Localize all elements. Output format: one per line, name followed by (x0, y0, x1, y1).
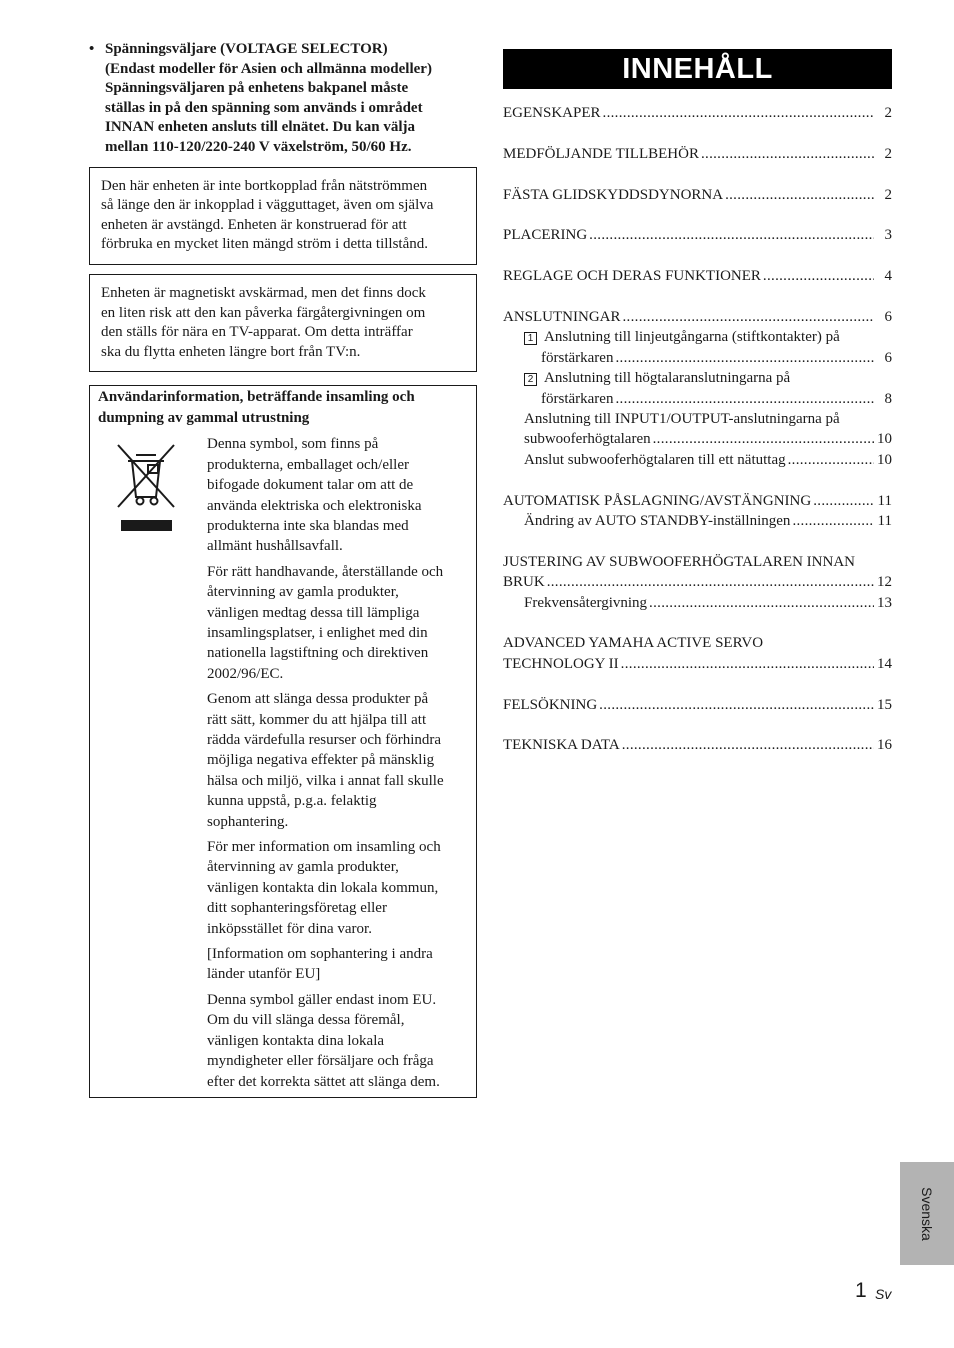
toc-title: INNEHÅLL (503, 49, 892, 89)
para-line: [Information om sophantering i andra (207, 946, 433, 963)
toc-dot-leader (623, 307, 875, 327)
step-number-box: 1 (524, 332, 537, 345)
toc-entry[interactable] (503, 429, 892, 449)
para-line: Om du vill slänga dessa föremål, (207, 1012, 405, 1029)
language-tab (900, 1162, 954, 1265)
toc-entry[interactable] (503, 695, 892, 715)
para-line: För mer information om insamling och (207, 839, 441, 856)
toc-entry-label: Anslutning till INPUT1/OUTPUT-anslutningarna på (524, 411, 840, 428)
toc-list (503, 103, 892, 756)
toc-entry[interactable] (503, 654, 892, 674)
disposal-info-box (89, 385, 477, 1098)
para-line: produkterna, emballaget och/eller (207, 456, 409, 473)
toc-entry-label: MEDFÖLJANDE TILLBEHÖR (503, 145, 699, 162)
toc-dot-leader (649, 593, 874, 613)
para-line: För rätt handhavande, återställande och (207, 563, 444, 580)
para-line: rätt sätt, kommer du att hjälpa till att (207, 711, 427, 728)
toc-entry[interactable] (503, 307, 892, 327)
toc-entry-text (524, 370, 790, 386)
toc-entry-label: ADVANCED YAMAHA ACTIVE SERVO (503, 635, 764, 652)
heading-line: Användarinformation, beträffande insamling och (98, 389, 415, 406)
toc-page-number: 6 (884, 308, 892, 325)
magnetic-shield-box (89, 274, 477, 372)
toc-group (503, 103, 892, 123)
toc-entry-text (503, 572, 545, 592)
toc-entry[interactable] (503, 552, 892, 572)
page-language-suffix: Sv (875, 1286, 892, 1302)
disposal-heading (98, 387, 415, 428)
toc-entry-label: TEKNISKA DATA (503, 737, 620, 754)
note-line: INNAN enheten ansluts till elnätet. Du kan välja (105, 119, 416, 136)
toc-entry-text (503, 554, 855, 570)
toc-entry-label: TECHNOLOGY II (503, 655, 619, 672)
para-line: efter det korrekta sättet att slänga dem. (207, 1073, 440, 1090)
para-line: ditt sophanteringsföretag eller (207, 900, 387, 917)
toc-entry[interactable] (503, 225, 892, 245)
toc-page-number: 2 (884, 105, 892, 121)
para-line: återvinning av gamla produkter, (207, 859, 399, 876)
toc-entry[interactable] (503, 409, 892, 429)
para-line: använda elektriska och elektroniska (207, 497, 422, 514)
language-tab-label: Svenska (919, 1186, 935, 1241)
toc-entry-label: FELSÖKNING (503, 696, 598, 713)
toc-entry-text (503, 144, 699, 164)
toc-dot-leader (788, 450, 874, 470)
toc-entry-label: Anslut subwooferhögtalaren till ett nätuttag (524, 451, 786, 468)
toc-entry-text (524, 429, 651, 449)
box-line: enheten är avstängd. Enheten är konstruerad för att (101, 216, 407, 233)
toc-entry-label: ANSLUTNINGAR (503, 308, 621, 325)
para-line: vänligen kontakta dina lokala (207, 1032, 385, 1049)
toc-entry-label: FÄSTA GLIDSKYDDSDYNORNA (503, 186, 724, 203)
disposal-body (207, 434, 444, 1097)
para-line: myndigheter eller försäljare och fråga (207, 1053, 434, 1070)
toc-entry-label: AUTOMATISK PÅSLAGNING/AVSTÄNGNING (503, 492, 812, 509)
disposal-paragraph (207, 944, 444, 985)
para-line: möjliga negativa effekter på mänsklig (207, 752, 435, 769)
para-line: länder utanför EU] (207, 966, 321, 983)
toc-entry-text (524, 411, 840, 427)
toc-entry-text (524, 511, 790, 531)
toc-group (503, 185, 892, 205)
note-line: ställas in på den spänning som används i området (105, 99, 423, 116)
para-line: inköpsstället för dina varor. (207, 920, 372, 937)
toc-page-number: 2 (884, 186, 892, 203)
box-line: ska du flytta enheten längre bort från TV:n. (101, 343, 361, 360)
toc-entry-text (503, 185, 723, 205)
toc-group (503, 552, 892, 613)
toc-entry-label: Anslutning till högtalaranslutningarna på (544, 370, 791, 387)
bullet-symbol: • (89, 41, 95, 57)
toc-dot-leader (792, 511, 874, 531)
box-line: en liten risk att den kan påverka färgåtergivningen om (101, 304, 426, 321)
toc-page-number: 14 (877, 655, 892, 672)
toc-entry-text (541, 348, 613, 368)
box-line: den ställs för nära en TV-apparat. Om detta inträffar (101, 324, 413, 341)
toc-entry[interactable] (503, 450, 892, 470)
toc-entry[interactable] (503, 735, 892, 755)
para-line: vänligen kontakta din lokala kommun, (207, 879, 439, 896)
toc-dot-leader (547, 572, 874, 592)
toc-dot-leader (615, 389, 874, 409)
toc-entry-label: förstärkaren (541, 390, 614, 407)
power-standby-box (89, 167, 477, 265)
toc-dot-leader (599, 695, 874, 715)
disposal-paragraph (207, 562, 444, 684)
toc-group (503, 633, 892, 674)
toc-group (503, 735, 892, 755)
table-of-contents (503, 49, 892, 776)
toc-dot-leader (615, 348, 874, 368)
toc-group (503, 144, 892, 164)
page-number: 1 (855, 1279, 867, 1302)
para-line: återvinning av gamla produkter, (207, 584, 399, 601)
toc-group (503, 225, 892, 245)
toc-entry[interactable] (503, 266, 892, 286)
toc-entry-text (503, 266, 761, 286)
heading-line: dumpning av gammal utrustning (98, 409, 310, 426)
box-line: Den här enheten är inte bortkopplad från nätströmmen (101, 177, 428, 194)
toc-entry-label: JUSTERING AV SUBWOOFERHÖGTALAREN INNAN (503, 553, 856, 570)
toc-page-number: 8 (884, 390, 892, 407)
toc-group (503, 491, 892, 532)
toc-dot-leader (725, 185, 874, 205)
toc-entry[interactable] (503, 633, 892, 653)
para-line: bifogade dokument talar om att de (207, 477, 414, 494)
disposal-paragraph (207, 837, 444, 939)
toc-group (503, 695, 892, 715)
toc-dot-leader (763, 266, 874, 286)
toc-page-number: 4 (884, 268, 892, 285)
disposal-paragraph (207, 434, 444, 556)
toc-page-number: 13 (877, 594, 892, 611)
para-line: insamlingsplatser, i enlighet med din (207, 624, 428, 641)
toc-dot-leader (701, 144, 874, 164)
toc-entry-label: Frekvensåtergivning (524, 594, 648, 611)
toc-entry-text (524, 450, 786, 470)
toc-page-number: 16 (877, 737, 892, 754)
para-line: vänligen medtag dessa till lämpliga (207, 604, 420, 621)
voltage-selector-note (89, 40, 477, 158)
disposal-paragraph (207, 689, 444, 832)
toc-entry[interactable] (503, 327, 892, 347)
para-line: Genom att slänga dessa produkter på (207, 691, 429, 708)
toc-dot-leader (813, 491, 874, 511)
toc-entry-text (503, 307, 621, 327)
toc-page-number: 6 (884, 349, 892, 366)
toc-entry-text (503, 635, 763, 651)
toc-dot-leader (622, 735, 874, 755)
para-line: rädda värdefulla resurser och förhindra (207, 732, 442, 748)
toc-entry[interactable] (503, 511, 892, 531)
para-line: Denna symbol gäller endast inom EU. (207, 991, 437, 1008)
toc-dot-leader (603, 103, 874, 123)
toc-page-number: 2 (884, 145, 892, 162)
toc-entry-text (524, 329, 840, 345)
toc-page-number: 11 (877, 492, 892, 509)
para-line: nationella lagstiftning och direktiven (207, 645, 429, 662)
toc-entry-text (524, 593, 647, 613)
toc-page-number: 10 (877, 431, 892, 448)
toc-page-number: 10 (877, 451, 892, 468)
para-line: hälsa och miljö, vilka i annat fall skulle (207, 772, 444, 789)
para-line: Denna symbol, som finns på (207, 436, 379, 453)
para-line: allmänt hushållsavfall. (207, 538, 343, 555)
toc-entry[interactable] (503, 491, 892, 511)
toc-dot-leader (621, 654, 874, 674)
toc-entry-label: förstärkaren (541, 349, 614, 366)
toc-entry[interactable] (503, 368, 892, 388)
box-line: Enheten är magnetiskt avskärmad, men det finns dock (101, 284, 426, 301)
toc-dot-leader (589, 225, 874, 245)
step-number-box: 2 (524, 373, 537, 386)
para-line: sophantering. (207, 813, 289, 830)
toc-entry-label: REGLAGE OCH DERAS FUNKTIONER (503, 268, 761, 285)
toc-entry[interactable] (503, 348, 892, 368)
toc-page-number: 15 (877, 696, 892, 713)
note-line: mellan 110-120/220-240 V växelström, 50/60 Hz. (105, 138, 412, 155)
para-line: 2002/96/EC. (207, 665, 284, 682)
toc-entry-label: subwooferhögtalaren (524, 431, 651, 448)
toc-group (503, 307, 892, 470)
toc-entry-text (503, 225, 587, 245)
toc-entry[interactable] (503, 389, 892, 409)
toc-page-number: 11 (877, 513, 892, 530)
toc-dot-leader (653, 429, 874, 449)
weee-crossed-bin-icon (114, 441, 178, 531)
note-line: Spänningsväljare (VOLTAGE SELECTOR) (105, 41, 388, 57)
disposal-paragraph (207, 990, 444, 1092)
toc-entry[interactable] (503, 185, 892, 205)
toc-entry[interactable] (503, 593, 892, 613)
toc-entry-text (541, 389, 613, 409)
toc-entry-label: BRUK (503, 574, 545, 591)
toc-entry-text (503, 103, 601, 123)
box-line: så länge den är inkopplad i vägguttaget, även om själva (101, 197, 434, 214)
note-line: (Endast modeller för Asien och allmänna modeller) (105, 60, 432, 77)
box-line: förbruka en mycket liten mängd ström i detta tillstånd. (101, 236, 429, 253)
toc-entry-label: Ändring av AUTO STANDBY-inställningen (524, 513, 791, 530)
note-line: Spänningsväljaren på enhetens bakpanel måste (105, 80, 409, 97)
toc-entry-label: Anslutning till linjeutgångarna (stiftkontakter) på (544, 329, 840, 346)
toc-entry-text (503, 654, 619, 674)
toc-entry-text (503, 491, 811, 511)
left-column (89, 40, 477, 1098)
toc-entry-label: EGENSKAPER (503, 105, 601, 121)
toc-page-number: 12 (877, 574, 892, 591)
toc-entry-text (503, 695, 597, 715)
para-line: produkterna inte ska blandas med (207, 517, 409, 534)
toc-entry[interactable] (503, 144, 892, 164)
toc-entry[interactable] (503, 572, 892, 592)
toc-entry-text (503, 735, 620, 755)
toc-group (503, 266, 892, 286)
toc-page-number: 3 (884, 227, 892, 244)
toc-entry[interactable] (503, 103, 892, 123)
para-line: kunna uppstå, p.g.a. felaktig (207, 793, 377, 810)
toc-entry-label: PLACERING (503, 227, 588, 244)
